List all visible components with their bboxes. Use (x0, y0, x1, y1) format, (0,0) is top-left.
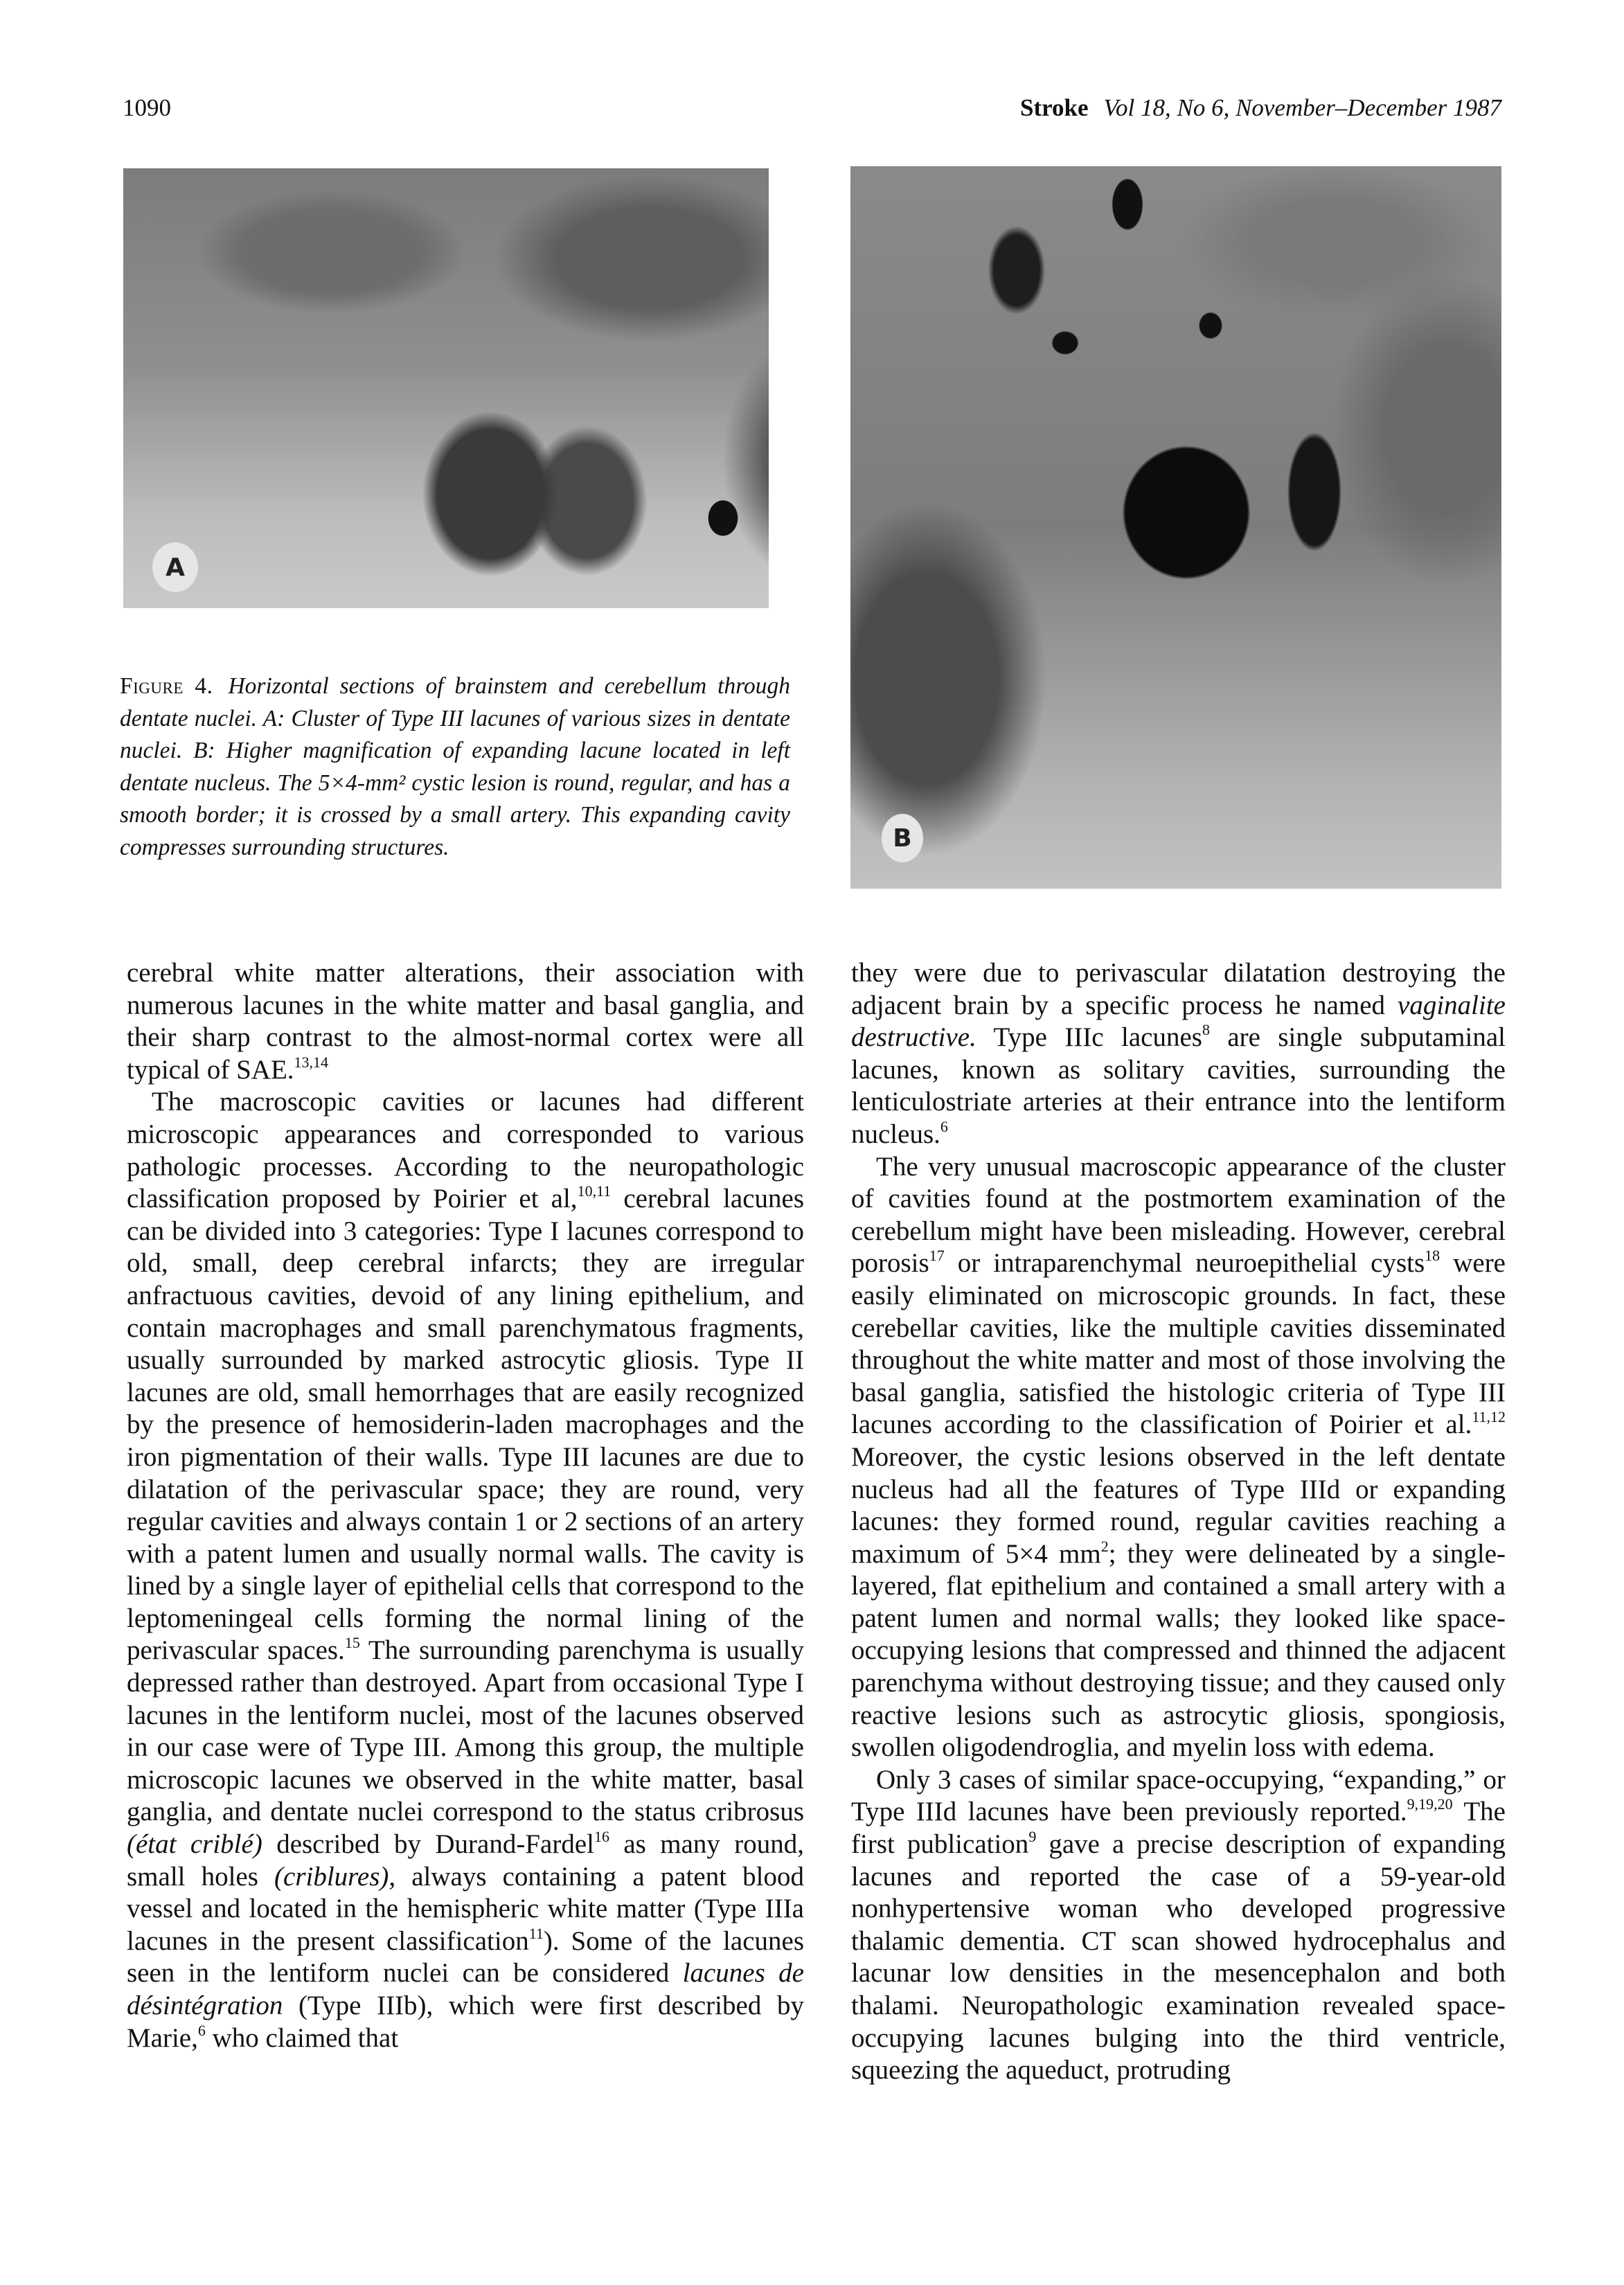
citation: 6 (197, 2021, 206, 2039)
citation: 11 (528, 1924, 544, 1942)
body-column-right (851, 957, 1506, 2087)
citation: 11,12 (1472, 1408, 1506, 1426)
figure-caption (120, 670, 790, 864)
figure-4a-brainstem-cerebellum-photo (123, 168, 769, 608)
figure-4b-expanding-lacune-photo (850, 166, 1501, 889)
citation: 15 (344, 1634, 360, 1652)
paragraph: The macroscopic cavities or lacunes had different microscopic appearances and corresponded to various pathologic processes. According to the neuropathologic classification proposed by Poirier et al,$^{10,11}$ cerebral lacunes can be divided into 3 categories: Type I lacunes correspond to old, small, deep cerebral infarcts; they are irregular anfractuous cavities, devoid of any lining epithelium, and contain macrophages and small parenchymatous fragments, usually surrounded by marked astrocytic gliosis. Type II lacunes are old, small hemorrhages that are easily recognized by the presence of hemosiderin-laden macrophages and the iron pigmentation of their walls. Type III lacunes are due to dilatation of the perivascular space; they are round, very regular cavities and always contain 1 or 2 sections of an artery with a patent lumen and usually normal walls. The cavity is lined by a single layer of epithelial cells that correspond to the leptomeningeal cells forming the normal lining of the perivascular spaces.$^{15}$ The surrounding parenchyma is usually depressed rather than destroyed. Apart from occasional Type I lacunes in the lentiform nuclei, most of the lacunes observed in our case were of Type III. Among this group, the multiple microscopic lacunes we observed in the white matter, basal ganglia, and dentate nuclei correspond to the status cribrosus (état criblé) described by Durand-Fardel$^{16}$ as many round, small holes (criblures), always containing a patent blood vessel and located in the hemispheric white matter (Type IIIa lacunes in the present classification$^{11}$). Some of the lacunes seen in the lentiform nuclei can be considered lacunes de désintégration (Type IIIb), which were first described by Marie,$^6$ who claimed that (127, 1087, 804, 2053)
citation: 8 (1202, 1021, 1210, 1039)
citation: 9 (1028, 1828, 1037, 1846)
paragraph: cerebral white matter alterations, their association with numerous lacunes in the white matter and basal ganglia, and their sharp contrast to the almost-normal cortex were all typical of SAE.$^{13,14}$ (127, 958, 804, 1085)
running-header (1020, 91, 1501, 125)
journal-issue: Vol 18, No 6, November–December 1987 (1103, 94, 1501, 121)
citation: 6 (940, 1117, 948, 1135)
journal-name: Stroke (1019, 94, 1089, 121)
superscript: 2 (1100, 1537, 1109, 1555)
caption-label: Figure 4. (120, 673, 213, 699)
caption-text: Horizontal sections of brainstem and cerebellum through dentate nuclei. A: Cluster of Type III lacunes of various sizes in dentate nuclei. B: Higher magnification of expanding lacune located in left dentate nucleus. The 5×4-mm² cystic lesion is round, regular, and has a smooth border; it is crossed by a small artery. This expanding cavity compresses surrounding structures. (120, 673, 790, 860)
panel-label-a: A (152, 542, 198, 592)
panel-label-b: B (882, 814, 923, 862)
paragraph: The very unusual macroscopic appearance of the cluster of cavities found at the postmortem examination of the cerebellum might have been misleading. However, cerebral porosis$^{17}$ or intraparenchymal neuroepithelial cysts$^{18}$ were easily eliminated on microscopic grounds. In fact, these cerebellar cavities, like the multiple cavities disseminated throughout the white matter and most of those involving the basal ganglia, satisfied the histologic criteria of Type III lacunes according to the classification of Poirier et al.$^{11,12}$ Moreover, the cystic lesions observed in the left dentate nucleus had all the features of Type IIId or expanding lacunes: they formed round, regular cavities reaching a maximum of 5×4 $mm^2$; they were delineated by a single-layered, flat epithelium and contained a small artery with a patent lumen and normal walls; they looked like space-occupying lesions that compressed and thinned the adjacent parenchyma without destroying tissue; and they caused only reactive lesions such as astrocytic gliosis, spongiosis, swollen oligodendroglia, and myelin loss with edema. (851, 1151, 1506, 1763)
page-number: 1090 (123, 94, 171, 121)
citation: 10,11 (577, 1182, 612, 1200)
body-column-left (127, 957, 804, 2054)
paragraph: they were due to perivascular dilatation destroying the adjacent brain by a specific process he named vaginalite destructive. Type IIIc lacunes$^8$ are single subputaminal lacunes, known as solitary cavities, surrounding the lenticulostriate arteries at their entrance into the lentiform nucleus.$^6$ (851, 958, 1506, 1149)
citation: 13,14 (294, 1053, 329, 1071)
citation: 9,19,20 (1407, 1795, 1453, 1813)
citation: 17 (929, 1247, 945, 1265)
citation: 18 (1425, 1247, 1440, 1265)
citation: 16 (594, 1828, 609, 1846)
paragraph: Only 3 cases of similar space-occupying, “expanding,” or Type IIId lacunes have been previously reported.$^{9,19,20}$ The first publication$^9$ gave a precise description of expanding lacunes and reported the case of a 59-year-old nonhypertensive woman who developed progressive thalamic dementia. CT scan showed hydrocephalus and lacunar low densities in the mesencephalon and both thalami. Neuropathologic examination revealed space-occupying lacunes bulging into the third ventricle, squeezing the aqueduct, protruding (851, 1764, 1506, 2086)
